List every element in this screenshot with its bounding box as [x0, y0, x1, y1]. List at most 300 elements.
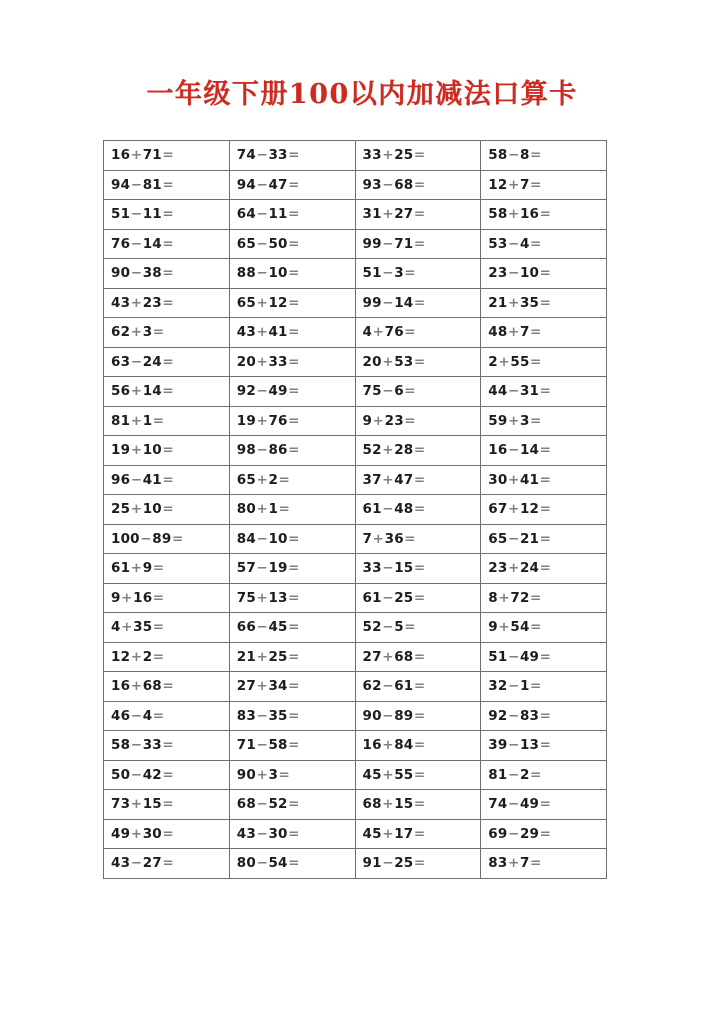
operand: 43 — [111, 855, 131, 872]
operand: 37 — [362, 471, 382, 488]
problem-cell[interactable] — [355, 465, 481, 495]
operand: 76 — [268, 412, 288, 429]
problem-cell[interactable] — [355, 436, 481, 466]
problem-cell[interactable] — [481, 170, 607, 200]
problem-cell[interactable] — [481, 701, 607, 731]
table-row — [104, 141, 607, 171]
operand: 91 — [362, 855, 382, 872]
operand: 80 — [236, 501, 256, 518]
problem-cell[interactable] — [229, 524, 355, 554]
operand: 27 — [362, 648, 382, 665]
equals-operator: = — [288, 442, 300, 459]
equals-operator: = — [413, 176, 426, 193]
operand: 16 — [488, 442, 508, 459]
table-row — [104, 259, 607, 289]
problem-cell[interactable] — [104, 819, 230, 849]
operand: 55 — [394, 766, 414, 783]
problem-cell[interactable] — [355, 141, 481, 171]
operand: 56 — [111, 383, 131, 400]
problem-cell[interactable] — [229, 849, 355, 879]
equals-operator: = — [152, 589, 165, 606]
operand: 8 — [519, 147, 530, 164]
equals-operator: = — [162, 235, 174, 252]
plus-operator: + — [507, 294, 520, 311]
problem-cell[interactable] — [104, 672, 230, 702]
minus-operator: − — [256, 383, 268, 400]
operand: 4 — [142, 707, 153, 724]
equals-operator: = — [288, 678, 300, 695]
problem-cell[interactable] — [104, 583, 230, 613]
operand: 86 — [268, 442, 288, 459]
equals-operator: = — [162, 471, 174, 488]
equals-operator: = — [539, 648, 552, 665]
problem-table — [103, 140, 607, 879]
problem-cell[interactable] — [481, 229, 607, 259]
minus-operator: − — [507, 235, 520, 252]
operand: 57 — [236, 560, 256, 577]
operand: 83 — [488, 855, 508, 872]
plus-operator: + — [256, 353, 268, 370]
problem-cell[interactable] — [355, 613, 481, 643]
operand: 99 — [362, 235, 382, 252]
equals-operator: = — [152, 412, 165, 429]
problem-cell[interactable] — [104, 731, 230, 761]
problem-cell[interactable] — [104, 554, 230, 584]
problem-cell[interactable] — [481, 849, 607, 879]
equals-operator: = — [162, 737, 174, 754]
operand: 25 — [111, 501, 131, 518]
plus-operator: + — [382, 471, 394, 488]
problem-cell[interactable] — [355, 495, 481, 525]
equals-operator: = — [413, 648, 426, 665]
operand: 25 — [268, 648, 288, 665]
minus-operator: − — [382, 383, 394, 400]
problem-cell[interactable] — [229, 642, 355, 672]
operand: 15 — [394, 796, 414, 813]
problem-cell[interactable] — [481, 524, 607, 554]
operand: 49 — [519, 796, 540, 813]
table-row — [104, 642, 607, 672]
equals-operator: = — [530, 766, 542, 783]
minus-operator: − — [256, 235, 268, 252]
operand: 43 — [236, 825, 256, 842]
operand: 96 — [111, 471, 131, 488]
problem-cell[interactable] — [229, 554, 355, 584]
equals-operator: = — [404, 324, 416, 341]
operand: 23 — [488, 265, 508, 282]
operand: 51 — [362, 265, 382, 282]
equals-operator: = — [413, 855, 426, 872]
plus-operator: + — [130, 796, 143, 813]
problem-cell[interactable] — [355, 672, 481, 702]
problem-cell[interactable] — [104, 642, 230, 672]
minus-operator: − — [256, 855, 268, 872]
operand: 49 — [111, 825, 131, 842]
operand: 13 — [268, 589, 288, 606]
problem-cell[interactable] — [481, 583, 607, 613]
problem-cell[interactable] — [229, 229, 355, 259]
equals-operator: = — [162, 294, 174, 311]
equals-operator: = — [413, 206, 426, 223]
problem-cell[interactable] — [355, 701, 481, 731]
equals-operator: = — [288, 235, 300, 252]
equals-operator: = — [530, 176, 542, 193]
operand: 42 — [142, 766, 162, 783]
operand: 39 — [488, 737, 508, 754]
operand: 65 — [488, 530, 508, 547]
operand: 46 — [111, 707, 131, 724]
operand: 3 — [394, 265, 404, 282]
problem-cell[interactable] — [229, 613, 355, 643]
plus-operator: + — [130, 825, 143, 842]
problem-cell[interactable] — [104, 701, 230, 731]
problem-cell[interactable] — [355, 849, 481, 879]
problem-cell[interactable] — [229, 170, 355, 200]
operand: 33 — [268, 353, 288, 370]
operand: 30 — [142, 825, 162, 842]
operand: 14 — [519, 442, 540, 459]
operand: 6 — [394, 383, 404, 400]
equals-operator: = — [162, 147, 174, 164]
plus-operator: + — [130, 560, 143, 577]
operand: 33 — [362, 560, 382, 577]
equals-operator: = — [288, 560, 300, 577]
minus-operator: − — [382, 294, 394, 311]
equals-operator: = — [413, 737, 426, 754]
minus-operator: − — [382, 678, 394, 695]
problem-cell[interactable] — [104, 259, 230, 289]
problem-cell[interactable] — [229, 141, 355, 171]
operand: 2 — [142, 648, 153, 665]
equals-operator: = — [539, 530, 552, 547]
table-row — [104, 701, 607, 731]
table-row — [104, 200, 607, 230]
problem-cell[interactable] — [481, 672, 607, 702]
problem-cell[interactable] — [229, 760, 355, 790]
minus-operator: − — [382, 589, 394, 606]
problem-cell[interactable] — [229, 495, 355, 525]
problem-cell[interactable] — [229, 672, 355, 702]
equals-operator: = — [539, 560, 552, 577]
operand: 33 — [268, 147, 288, 164]
equals-operator: = — [413, 501, 426, 518]
operand: 53 — [394, 353, 414, 370]
minus-operator: − — [256, 560, 268, 577]
problem-cell[interactable] — [104, 229, 230, 259]
problem-cell[interactable] — [481, 318, 607, 348]
operand: 33 — [142, 737, 162, 754]
operand: 20 — [236, 353, 256, 370]
operand: 51 — [488, 648, 508, 665]
problem-cell[interactable] — [481, 436, 607, 466]
problem-cell[interactable] — [104, 377, 230, 407]
equals-operator: = — [162, 383, 174, 400]
minus-operator: − — [507, 737, 520, 754]
problem-cell[interactable] — [104, 318, 230, 348]
plus-operator: + — [256, 766, 268, 783]
minus-operator: − — [507, 147, 520, 164]
operand: 48 — [488, 324, 508, 341]
problem-cell[interactable] — [355, 524, 481, 554]
equals-operator: = — [288, 206, 300, 223]
problem-cell[interactable] — [481, 377, 607, 407]
problem-cell[interactable] — [481, 731, 607, 761]
problem-cell[interactable] — [481, 819, 607, 849]
operand: 1 — [268, 501, 279, 518]
problem-cell[interactable] — [104, 347, 230, 377]
table-row — [104, 229, 607, 259]
operand: 52 — [362, 442, 382, 459]
operand: 68 — [236, 796, 256, 813]
equals-operator: = — [162, 206, 174, 223]
problem-cell[interactable] — [104, 495, 230, 525]
operand: 32 — [488, 678, 508, 695]
operand: 92 — [488, 707, 508, 724]
operand: 28 — [394, 442, 414, 459]
equals-operator: = — [288, 265, 300, 282]
problem-cell[interactable] — [355, 760, 481, 790]
operand: 3 — [142, 324, 153, 341]
problem-cell[interactable] — [229, 465, 355, 495]
problem-cell[interactable] — [229, 288, 355, 318]
problem-cell[interactable] — [355, 554, 481, 584]
equals-operator: = — [162, 176, 174, 193]
operand: 17 — [394, 825, 414, 842]
operand: 47 — [394, 471, 414, 488]
problem-cell[interactable] — [104, 200, 230, 230]
operand: 61 — [362, 501, 382, 518]
plus-operator: + — [130, 383, 143, 400]
operand: 58 — [268, 737, 288, 754]
equals-operator: = — [530, 353, 542, 370]
operand: 73 — [111, 796, 131, 813]
problem-cell[interactable] — [104, 613, 230, 643]
plus-operator: + — [507, 560, 520, 577]
minus-operator: − — [507, 442, 520, 459]
plus-operator: + — [256, 412, 268, 429]
problem-cell[interactable] — [104, 170, 230, 200]
operand: 19 — [236, 412, 256, 429]
operand: 12 — [519, 501, 540, 518]
operand: 58 — [111, 737, 131, 754]
problem-cell[interactable] — [355, 731, 481, 761]
plus-operator: + — [130, 412, 143, 429]
problem-cell[interactable] — [104, 849, 230, 879]
minus-operator: − — [256, 442, 268, 459]
operand: 98 — [236, 442, 256, 459]
problem-cell[interactable] — [104, 436, 230, 466]
problem-cell[interactable] — [355, 347, 481, 377]
table-row — [104, 819, 607, 849]
table-row — [104, 760, 607, 790]
problem-cell[interactable] — [229, 436, 355, 466]
problem-cell[interactable] — [229, 259, 355, 289]
problem-cell[interactable] — [481, 406, 607, 436]
operand: 31 — [519, 383, 540, 400]
equals-operator: = — [413, 589, 426, 606]
operand: 99 — [362, 294, 382, 311]
table-row — [104, 613, 607, 643]
operand: 68 — [394, 176, 414, 193]
equals-operator: = — [278, 501, 291, 518]
problem-cell[interactable] — [229, 347, 355, 377]
operand: 65 — [236, 235, 256, 252]
operand: 23 — [384, 412, 404, 429]
operand: 41 — [268, 324, 288, 341]
equals-operator: = — [288, 294, 300, 311]
minus-operator: − — [507, 265, 520, 282]
problem-cell[interactable] — [229, 200, 355, 230]
operand: 69 — [488, 825, 508, 842]
operand: 45 — [362, 825, 382, 842]
equals-operator: = — [288, 353, 300, 370]
equals-operator: = — [530, 324, 542, 341]
plus-operator: + — [507, 501, 520, 518]
operand: 14 — [394, 294, 414, 311]
problem-cell[interactable] — [481, 288, 607, 318]
table-row — [104, 554, 607, 584]
problem-cell[interactable] — [481, 554, 607, 584]
equals-operator: = — [530, 678, 542, 695]
operand: 63 — [111, 353, 131, 370]
operand: 24 — [142, 353, 162, 370]
operand: 12 — [111, 648, 131, 665]
table-row — [104, 465, 607, 495]
problem-cell[interactable] — [229, 318, 355, 348]
problem-cell[interactable] — [481, 790, 607, 820]
equals-operator: = — [162, 678, 174, 695]
problem-cell[interactable] — [355, 819, 481, 849]
operand: 23 — [488, 560, 508, 577]
equals-operator: = — [162, 442, 174, 459]
problem-cell[interactable] — [481, 465, 607, 495]
problem-cell[interactable] — [104, 465, 230, 495]
plus-operator: + — [372, 530, 385, 547]
problem-cell[interactable] — [355, 377, 481, 407]
problem-cell[interactable] — [355, 318, 481, 348]
operand: 50 — [268, 235, 288, 252]
equals-operator: = — [162, 825, 174, 842]
operand: 81 — [142, 176, 162, 193]
operand: 9 — [111, 589, 121, 606]
operand: 89 — [394, 707, 414, 724]
problem-cell[interactable] — [355, 200, 481, 230]
problem-cell[interactable] — [229, 731, 355, 761]
problem-cell[interactable] — [104, 288, 230, 318]
equals-operator: = — [413, 766, 426, 783]
operand: 35 — [519, 294, 540, 311]
minus-operator: − — [256, 530, 268, 547]
problem-cell[interactable] — [481, 200, 607, 230]
minus-operator: − — [382, 707, 394, 724]
problem-cell[interactable] — [481, 259, 607, 289]
operand: 14 — [142, 383, 162, 400]
equals-operator: = — [162, 796, 174, 813]
minus-operator: − — [507, 766, 520, 783]
operand: 41 — [519, 471, 540, 488]
equals-operator: = — [288, 648, 300, 665]
minus-operator: − — [256, 176, 268, 193]
problem-cell[interactable] — [481, 495, 607, 525]
equals-operator: = — [539, 294, 552, 311]
operand: 67 — [488, 501, 508, 518]
operand: 21 — [519, 530, 540, 547]
problem-cell[interactable] — [229, 583, 355, 613]
problem-cell[interactable] — [104, 141, 230, 171]
plus-operator: + — [130, 442, 143, 459]
equals-operator: = — [152, 619, 165, 636]
operand: 75 — [362, 383, 382, 400]
operand: 94 — [236, 176, 256, 193]
problem-cell[interactable] — [355, 583, 481, 613]
minus-operator: − — [130, 353, 143, 370]
problem-cell[interactable] — [104, 790, 230, 820]
plus-operator: + — [382, 825, 394, 842]
page-title: 一年级下册100以内加减法口算卡 — [146, 79, 578, 110]
problem-cell[interactable] — [104, 760, 230, 790]
equals-operator: = — [288, 383, 300, 400]
operand: 27 — [394, 206, 414, 223]
problem-cell[interactable] — [355, 790, 481, 820]
operand: 62 — [111, 324, 131, 341]
equals-operator: = — [288, 530, 300, 547]
problem-cell[interactable] — [355, 170, 481, 200]
table-row — [104, 288, 607, 318]
equals-operator: = — [288, 589, 300, 606]
problem-cell[interactable] — [355, 229, 481, 259]
minus-operator: − — [256, 707, 268, 724]
problem-cell[interactable] — [229, 377, 355, 407]
equals-operator: = — [152, 560, 165, 577]
problem-cell[interactable] — [355, 288, 481, 318]
problem-cell[interactable] — [481, 760, 607, 790]
problem-cell[interactable] — [481, 613, 607, 643]
equals-operator: = — [162, 855, 174, 872]
problem-cell[interactable] — [481, 347, 607, 377]
operand: 8 — [488, 589, 498, 606]
operand: 89 — [152, 530, 172, 547]
problem-cell[interactable] — [355, 642, 481, 672]
problem-cell[interactable] — [229, 819, 355, 849]
plus-operator: + — [382, 442, 394, 459]
problem-cell[interactable] — [104, 524, 230, 554]
minus-operator: − — [256, 206, 268, 223]
equals-operator: = — [413, 707, 426, 724]
operand: 71 — [142, 147, 162, 164]
table-row — [104, 377, 607, 407]
minus-operator: − — [256, 147, 268, 164]
plus-operator: + — [130, 324, 143, 341]
problem-cell[interactable] — [481, 141, 607, 171]
problem-cell[interactable] — [229, 701, 355, 731]
operand: 94 — [111, 176, 131, 193]
problem-cell[interactable] — [481, 642, 607, 672]
operand: 16 — [362, 737, 382, 754]
operand: 55 — [510, 353, 530, 370]
plus-operator: + — [372, 324, 385, 341]
table-row — [104, 849, 607, 879]
problem-cell[interactable] — [355, 259, 481, 289]
operand: 16 — [111, 147, 131, 164]
operand: 50 — [111, 766, 131, 783]
equals-operator: = — [539, 707, 552, 724]
problem-cell[interactable] — [355, 406, 481, 436]
minus-operator: − — [382, 235, 394, 252]
problem-cell[interactable] — [104, 406, 230, 436]
operand: 38 — [142, 265, 162, 282]
problem-cell[interactable] — [229, 406, 355, 436]
problem-cell[interactable] — [229, 790, 355, 820]
